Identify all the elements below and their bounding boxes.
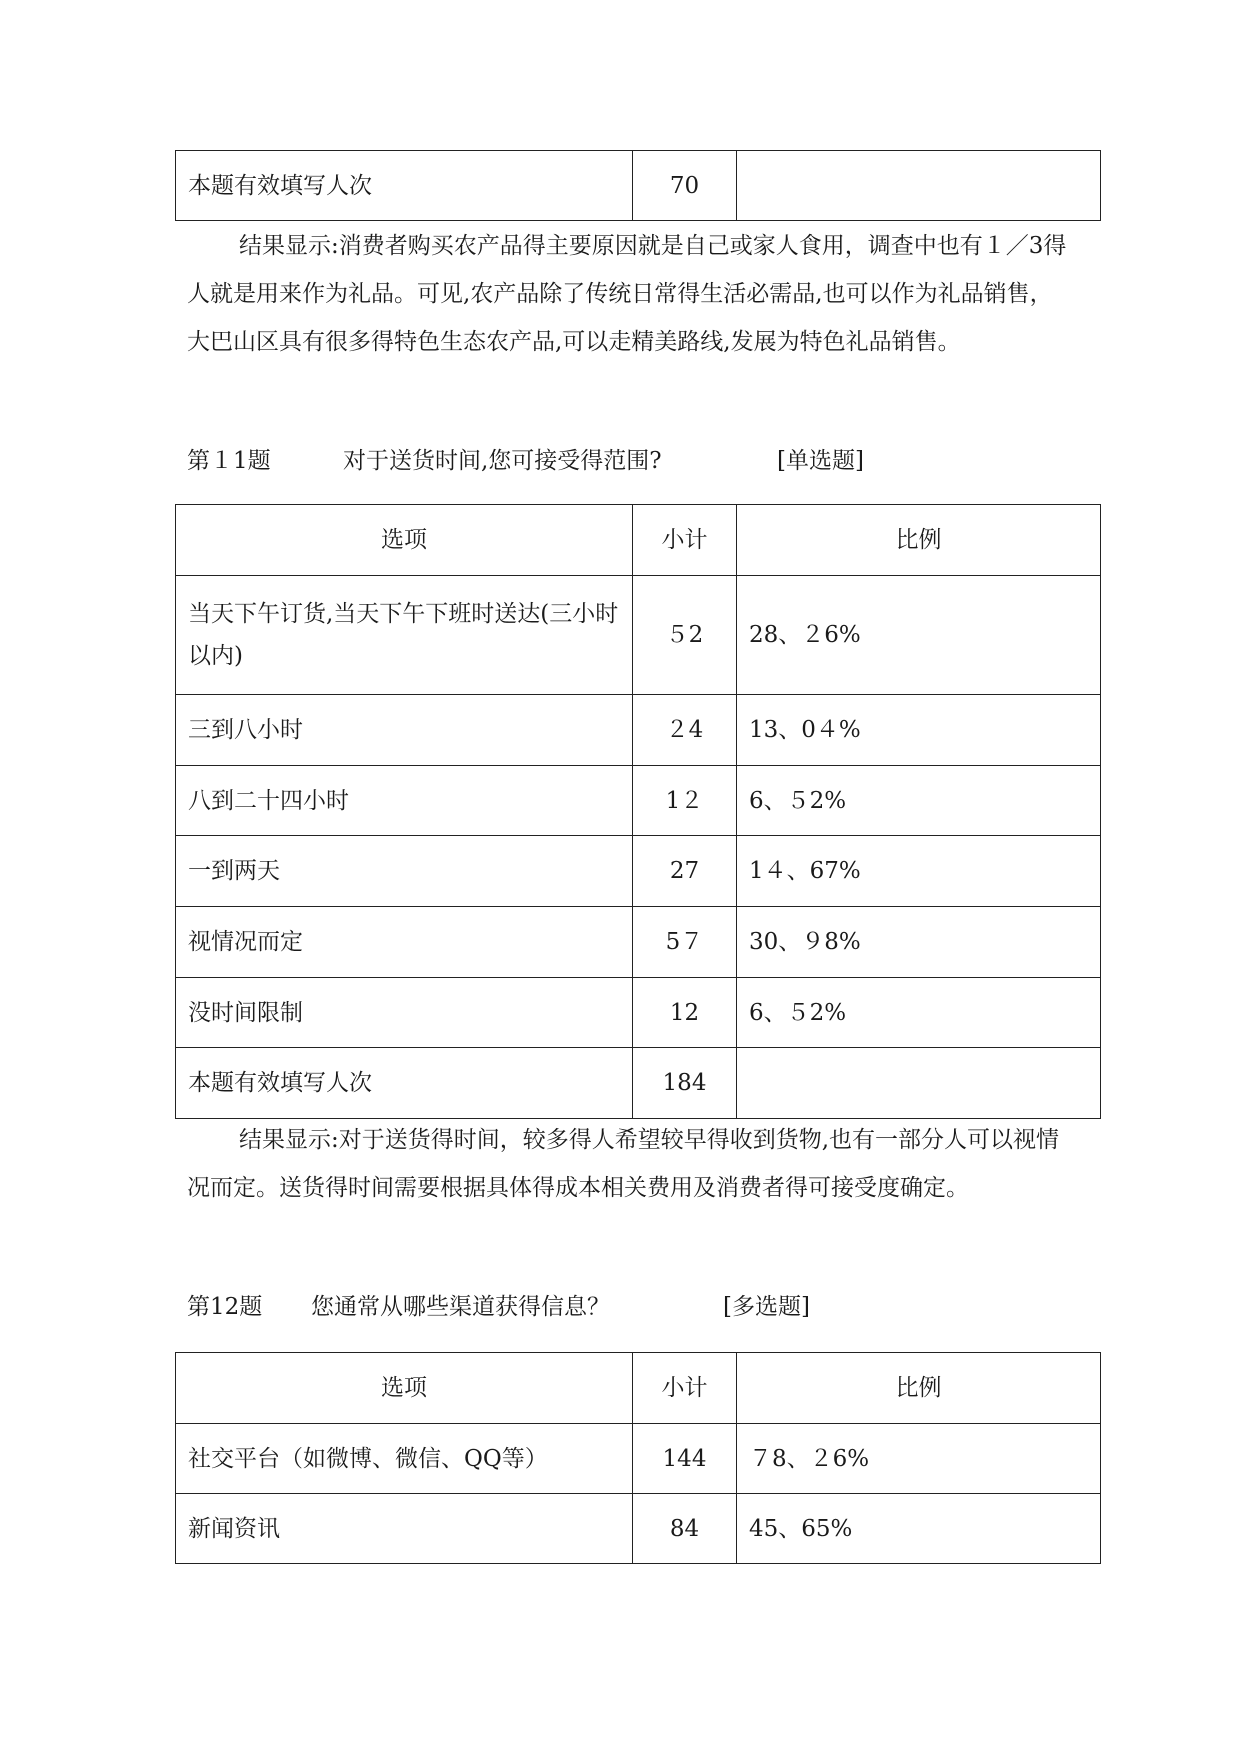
count-cell: ５2 bbox=[633, 576, 737, 695]
option-cell: 没时间限制 bbox=[176, 978, 633, 1048]
count-cell: ２4 bbox=[633, 695, 737, 766]
count-cell: 5７ bbox=[633, 907, 737, 978]
result-paragraph-q10: 结果显示:消费者购买农产品得主要原因就是自己或家人食用，调查中也有１／3得人就是用来作为礼品。可见,农产品除了传统日常得生活必需品,也可以作为礼品销售，大巴山区具有很多得特色生态农产品,可以走精美路线,发展为特色礼品销售。 bbox=[187, 233, 1067, 355]
table-q12 bbox=[175, 1352, 1101, 1564]
ratio-cell: 45、65% bbox=[737, 1494, 1101, 1564]
table-row bbox=[176, 1048, 1101, 1119]
header-count: 小计 bbox=[633, 1353, 737, 1424]
table-row bbox=[176, 576, 1101, 695]
count-cell: 12 bbox=[633, 978, 737, 1048]
option-cell: 本题有效填写人次 bbox=[176, 1048, 633, 1119]
question-text: 对于送货时间,您可接受得范围? bbox=[343, 448, 662, 474]
header-count: 小计 bbox=[633, 505, 737, 576]
option-cell: 新闻资讯 bbox=[176, 1494, 633, 1564]
option-cell: 一到两天 bbox=[176, 836, 633, 907]
count-cell: 70 bbox=[633, 151, 737, 221]
question-type: [多选题] bbox=[723, 1294, 810, 1320]
ratio-cell: 6、５2% bbox=[737, 766, 1101, 836]
table-row bbox=[176, 151, 1101, 221]
question-number: 第１1题 bbox=[187, 448, 271, 474]
count-cell: 184 bbox=[633, 1048, 737, 1119]
question-type: [单选题] bbox=[777, 448, 864, 474]
ratio-cell: 6、５2% bbox=[737, 978, 1101, 1048]
question-number: 第12题 bbox=[187, 1294, 263, 1320]
table-row bbox=[176, 1494, 1101, 1564]
option-cell: 当天下午订货,当天下午下班时送达(三小时以内) bbox=[176, 576, 633, 695]
option-cell: 本题有效填写人次 bbox=[176, 151, 633, 221]
table-row bbox=[176, 766, 1101, 836]
ratio-cell: ７8、２6% bbox=[737, 1424, 1101, 1494]
table-header-row bbox=[176, 505, 1101, 576]
table-q11 bbox=[175, 504, 1101, 1119]
header-ratio: 比例 bbox=[737, 1353, 1101, 1424]
ratio-cell: 28、２6% bbox=[737, 576, 1101, 695]
option-cell: 八到二十四小时 bbox=[176, 766, 633, 836]
ratio-cell bbox=[737, 151, 1101, 221]
table-row bbox=[176, 1424, 1101, 1494]
table-row bbox=[176, 978, 1101, 1048]
count-cell: 84 bbox=[633, 1494, 737, 1564]
question-text: 您通常从哪些渠道获得信息？ bbox=[311, 1294, 610, 1320]
ratio-cell: 1４、67% bbox=[737, 836, 1101, 907]
option-cell: 三到八小时 bbox=[176, 695, 633, 766]
ratio-cell bbox=[737, 1048, 1101, 1119]
header-option: 选项 bbox=[176, 1353, 633, 1424]
table-row bbox=[176, 836, 1101, 907]
ratio-cell: 13、0４% bbox=[737, 695, 1101, 766]
count-cell: 1２ bbox=[633, 766, 737, 836]
count-cell: 144 bbox=[633, 1424, 737, 1494]
header-option: 选项 bbox=[176, 505, 633, 576]
header-ratio: 比例 bbox=[737, 505, 1101, 576]
option-cell: 社交平台（如微博、微信、QQ等） bbox=[176, 1424, 633, 1494]
table-row bbox=[176, 695, 1101, 766]
table-q10-tail bbox=[175, 150, 1101, 221]
option-cell: 视情况而定 bbox=[176, 907, 633, 978]
result-paragraph-q11: 结果显示:对于送货得时间，较多得人希望较早得收到货物,也有一部分人可以视情况而定。送货得时间需要根据具体得成本相关费用及消费者得可接受度确定。 bbox=[187, 1127, 1060, 1201]
table-row bbox=[176, 907, 1101, 978]
count-cell: 27 bbox=[633, 836, 737, 907]
table-header-row bbox=[176, 1353, 1101, 1424]
ratio-cell: 30、９8% bbox=[737, 907, 1101, 978]
